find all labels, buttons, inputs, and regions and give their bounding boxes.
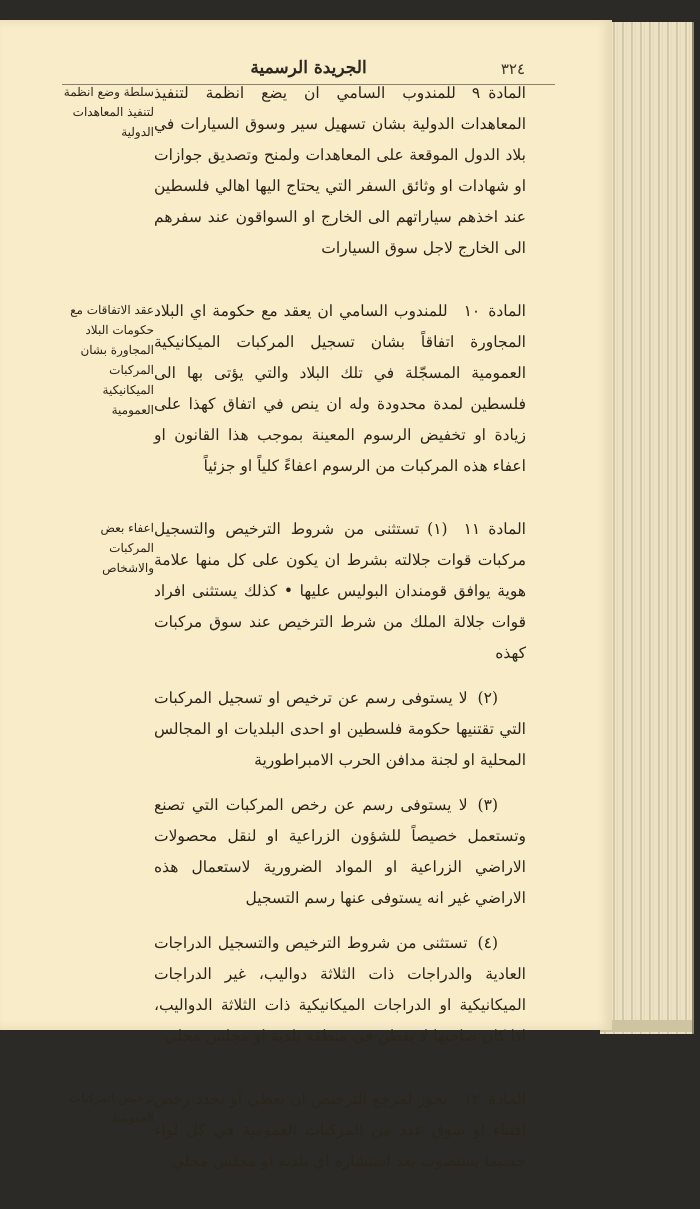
article-label: المادة bbox=[488, 1090, 526, 1108]
article-11 bbox=[62, 514, 532, 1066]
article-body bbox=[154, 296, 532, 496]
subsection-number: (٣) bbox=[477, 796, 498, 814]
article-label: المادة bbox=[488, 520, 526, 538]
paragraph-text: لا يستوفى رسم عن ترخيص او تسجيل المركبات التي تقتنيها حكومة فلسطين او احدى البلديات او المجالس المحلية او لجنة مدافن الحرب الامبراطورية bbox=[154, 689, 526, 769]
margin-note: اعفاء بعض المركبات والاشخاص bbox=[100, 521, 154, 575]
paragraph-text: تستثنى من شروط الترخيص والتسجيل الدراجات العادية والدراجات ذات الثلاثة دواليب، غير الدراجات الميكانيكية او الدراجات الميكانيكية ذات الثلاثة الدواليب، اذا كان صاحبها لا يقطن في منطقة بلدية او مجلس محلي bbox=[154, 934, 526, 1045]
article-paragraph bbox=[154, 790, 526, 914]
paragraph-text: للمندوب السامي ان يعقد مع حكومة اي البلاد المجاورة اتفاقاً بشان تسجيل المركبات الميكانيكية العمومية المسجّلة في تلك البلاد والتي يؤتى بها الى فلسطين لمدة محدودة وله ان ينص في اتفاق كهذا على زيادة او تخفيض الرسوم المعينة بموجب هذا القانون او اعفاء هذه المركبات من الرسوم اعفاءً كلياً او جزئياً bbox=[154, 302, 526, 475]
page-content bbox=[62, 78, 532, 1209]
subsection-number: (١) bbox=[427, 520, 448, 538]
article-number: ١٢ bbox=[463, 1090, 481, 1108]
article-paragraph bbox=[154, 78, 526, 264]
article-10 bbox=[62, 296, 532, 496]
page-edges-bottom bbox=[600, 1020, 692, 1032]
article-number: ٩ bbox=[471, 84, 481, 102]
article-9 bbox=[62, 78, 532, 278]
subsection-number: (٢) bbox=[477, 689, 498, 707]
margin-note: ترخيص المركبات العمومية bbox=[69, 1091, 154, 1125]
article-paragraph bbox=[154, 296, 526, 482]
article-number: ١١ bbox=[463, 520, 481, 538]
article-body bbox=[154, 514, 532, 1066]
paragraph-text: للمندوب السامي ان يضع انظمة لتنفيذ المعاهدات الدولية بشان تسهيل سير وسوق السيارات في بلاد الدول الموقعة على المعاهدات ولمنح وتصديق جوازات او شهادات او وثائق السفر التي يحتاج اليها اهالي فلسطين عند اخذهم سياراتهم الى الخارج او السواقون عند سفرهم الى الخارج لاجل سوق السيارات bbox=[154, 84, 526, 257]
paragraph-text: يجوز لمرجع الترخيص ان يعطي او يجدد رخص اقتناء او سوق عدد من المركبات العمومية في كل لواء حسبما يستصوب بعد استشارة اي بلدية او مجلس محلي bbox=[154, 1090, 526, 1170]
article-label: المادة bbox=[488, 302, 526, 320]
margin-note: سلطة وضع انظمة لتنفيذ المعاهدات الدولية bbox=[63, 85, 154, 139]
article-paragraph bbox=[154, 1084, 526, 1177]
article-12 bbox=[62, 1084, 532, 1191]
paragraph-text: لا يستوفى رسم عن رخص المركبات التي تصنع وتستعمل خصيصاً للشؤون الزراعية او لنقل محصولات الاراضي الزراعية او المواد الضرورية لاستعمال هذه الاراضي غير انه يستوفى عنها رسم التسجيل bbox=[154, 796, 526, 907]
journal-title: الجريدة الرسمية bbox=[250, 58, 367, 78]
article-body bbox=[154, 1084, 532, 1191]
article-paragraph bbox=[154, 514, 526, 669]
margin-note: عقد الاتفاقات مع حكومات البلاد المجاورة بشان المركبات الميكانيكية العمومية bbox=[70, 303, 154, 417]
article-paragraph bbox=[154, 683, 526, 776]
article-label: المادة bbox=[488, 84, 526, 102]
paragraph-text: تستثنى من شروط الترخيص والتسجيل مركبات قوات جلالته بشرط ان يكون على كل منها علامة هوية يوافق قومندان البوليس عليها • كذلك يستثنى افراد قوات جلالة الملك من شرط الترخيص عند سوق مركبات كهذه bbox=[154, 520, 526, 662]
subsection-number: (٤) bbox=[477, 934, 498, 952]
article-body bbox=[154, 78, 532, 278]
page-number: ٣٢٤ bbox=[500, 60, 525, 78]
article-paragraph bbox=[154, 928, 526, 1052]
page-edges-stack bbox=[600, 22, 694, 1034]
article-number: ١٠ bbox=[463, 302, 481, 320]
